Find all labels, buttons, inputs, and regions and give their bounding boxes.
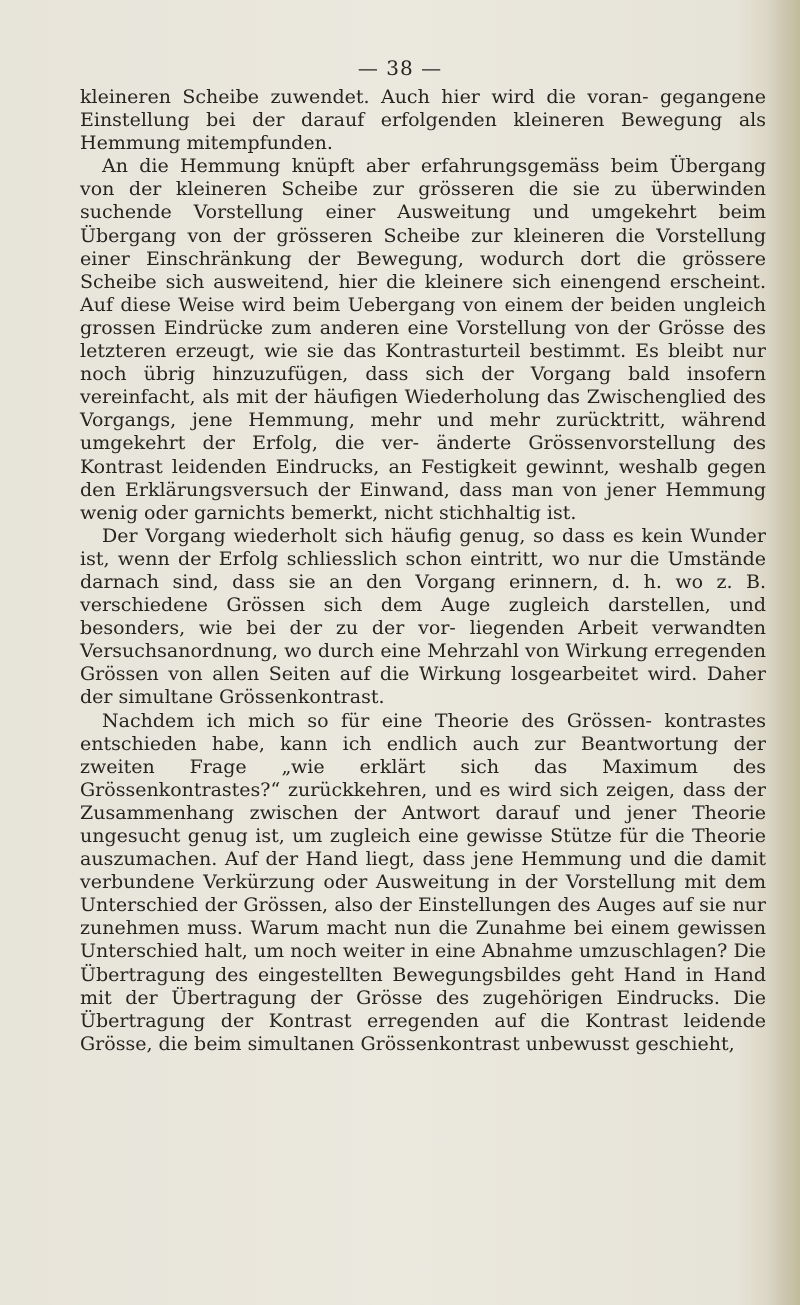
paragraph: An die Hemmung knüpft aber erfahrungsgemäss beim Übergang von der kleineren Scheibe zur grösseren die sie zu überwinden suchende Vorstellung einer Ausweitung und umgekehrt beim Übergang von der grösseren Scheibe zur kleineren die Vorstellung einer Einschränkung der Bewegung, wodurch dort die grössere Scheibe sich ausweitend, hier die kleinere sich einengend erscheint. Auf diese Weise wird beim Uebergang von einem der beiden ungleich grossen Eindrücke zum anderen eine Vorstellung von der Grösse des letzteren erzeugt, wie sie das Kontrasturteil bestimmt. Es bleibt nur noch übrig hinzuzufügen, dass sich der Vorgang bald insofern vereinfacht, als mit der häufigen Wiederholung das Zwischenglied des Vorgangs, jene Hemmung, mehr und mehr zurücktritt, während umgekehrt der Erfolg, die ver- änderte Grössenvorstellung des Kontrast leidenden Eindrucks, an Festigkeit gewinnt, weshalb gegen den Erklärungsversuch der Einwand, dass man von jener Hemmung wenig oder garnichts bemerkt, nicht stichhaltig ist. [80,155,766,524]
paragraph: kleineren Scheibe zuwendet. Auch hier wird die voran- gegangene Einstellung bei der darauf erfolgenden kleineren Bewegung als Hemmung mitempfunden. [80,86,766,155]
paragraph: Nachdem ich mich so für eine Theorie des Grössen- kontrastes entschieden habe, kann ich endlich auch zur Beantwortung der zweiten Frage „wie erklärt sich das Maximum des Grössenkontrastes?“ zurückkehren, und es wird sich zeigen, dass der Zusammenhang zwischen der Antwort darauf und jener Theorie ungesucht genug ist, um zugleich eine gewisse Stütze für die Theorie auszumachen. Auf der Hand liegt, dass jene Hemmung und die damit verbundene Verkürzung oder Ausweitung in der Vorstellung mit dem Unterschied der Grössen, also der Einstellungen des Auges auf sie nur zunehmen muss. Warum macht nun die Zunahme bei einem gewissen Unterschied halt, um noch weiter in eine Abnahme umzuschlagen? Die Übertragung des eingestellten Bewegungsbildes geht Hand in Hand mit der Übertragung der Grösse des zugehörigen Eindrucks. Die Übertragung der Kontrast erregenden auf die Kontrast leidende Grösse, die beim simultanen Grössenkontrast unbewusst geschieht, [80,709,766,1055]
page-number: — 38 — [357,56,443,80]
paragraph: Der Vorgang wiederholt sich häufig genug, so dass es kein Wunder ist, wenn der Erfolg schliesslich schon eintritt, wo nur die Umstände darnach sind, dass sie an den Vorgang erinnern, d. h. wo z. B. verschiedene Grössen sich dem Auge zugleich darstellen, und besonders, wie bei der zu der vor- liegenden Arbeit verwandten Versuchsanordnung, wo durch eine Mehrzahl von Wirkung erregenden Grössen von allen Seiten auf die Wirkung losgearbeitet wird. Daher der simultane Grössenkontrast. [80,524,766,709]
body-text [80,86,766,1056]
page-edge-shading [766,0,800,1305]
